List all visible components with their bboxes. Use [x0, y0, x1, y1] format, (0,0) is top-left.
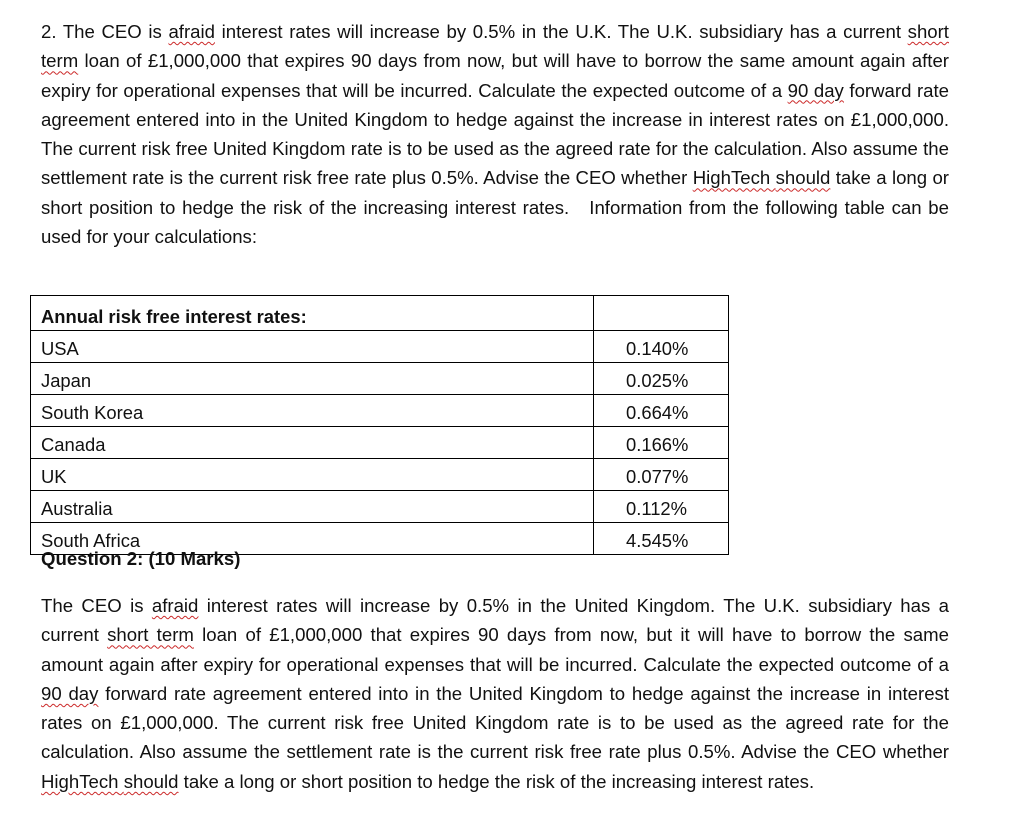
rate-cell: 0.077% [594, 459, 729, 491]
table-header-row [31, 296, 729, 331]
intro-text-4: forward rate agreement entered into in the United Kingdom to hedge against the increase in interest rates on £1,000,000. The current risk free United Kingdom rate is to be used as the agreed rate for the calculation. Also assume the settlement rate is the current risk free rate plus 0.5%. Advise the CEO whether [41, 79, 950, 189]
spellcheck-word-should: should [775, 167, 831, 189]
country-cell: Canada [31, 427, 594, 459]
spellcheck-word-afraid: afraid [168, 21, 215, 42]
interest-rates-table [30, 295, 729, 555]
question-text-6: take a long or short position to hedge the risk of the increasing interest rates. [178, 770, 815, 792]
question-text-2: interest rates will increase by 0.5% in the United Kingdom. The U.K. subsidiary has a current [41, 595, 949, 646]
rate-cell: 0.025% [594, 363, 729, 395]
rate-cell: 0.140% [594, 331, 729, 363]
country-cell: South Korea [31, 395, 594, 427]
intro-text-3: loan of £1,000,000 that expires 90 days from now, but will have to borrow the same amount again after expiry for operational expenses that will be incurred. Calculate the expected outcome of a [41, 50, 949, 101]
table-row [31, 363, 729, 395]
question-number: 2. [41, 21, 57, 42]
spellcheck-word-short-term: short term [41, 21, 949, 72]
table-row [31, 491, 729, 523]
intro-text-2: interest rates will increase by 0.5% in the U.K. The U.K. subsidiary has a current [214, 21, 908, 42]
spellcheck-word-short-term: short term [107, 624, 194, 646]
spellcheck-word-90-day: 90 day [787, 79, 844, 101]
table-row [31, 459, 729, 491]
intro-paragraph [41, 17, 949, 251]
table-row [31, 331, 729, 363]
intro-text-1: The CEO is [62, 21, 169, 42]
rate-cell: 4.545% [594, 523, 729, 555]
country-cell: UK [31, 459, 594, 491]
question-text-1: The CEO is [41, 595, 152, 616]
rate-cell: 0.112% [594, 491, 729, 523]
table-row [31, 395, 729, 427]
spellcheck-word-afraid: afraid [151, 595, 199, 616]
intro-text-6: take a long or short position to hedge the risk of the increasing interest rates. Information from the following table can be used for your calculations: [41, 167, 949, 248]
country-cell: Japan [31, 363, 594, 395]
question-text-3: loan of £1,000,000 that expires 90 days from now, but it will have to borrow the same amount again after expiry for operational expenses that will be incurred. Calculate the expected outcome of a [41, 624, 949, 675]
rate-cell: 0.664% [594, 395, 729, 427]
question-text-4: forward rate agreement entered into in the United Kingdom to hedge against the increase in interest rates on £1,000,000. The current risk free United Kingdom rate is to be used as the agreed rate for the calculation. Also assume the settlement rate is the current risk free rate plus 0.5%. Advise the CEO whether [41, 682, 949, 763]
question-heading: Question 2: (10 Marks) [41, 548, 241, 569]
question-paragraph [41, 591, 949, 796]
spellcheck-word-90-day: 90 day [41, 682, 99, 704]
spellcheck-word-hightech: HighTech [692, 167, 771, 189]
table-header-cell: Annual risk free interest rates: [31, 296, 594, 331]
table-header-empty-cell [594, 296, 729, 331]
spellcheck-word-hightech: HighTech [41, 770, 119, 792]
country-cell: South Africa [31, 523, 594, 555]
country-cell: Australia [31, 491, 594, 523]
country-cell: USA [31, 331, 594, 363]
rate-cell: 0.166% [594, 427, 729, 459]
table-row [31, 427, 729, 459]
spellcheck-word-should: should [123, 770, 179, 792]
